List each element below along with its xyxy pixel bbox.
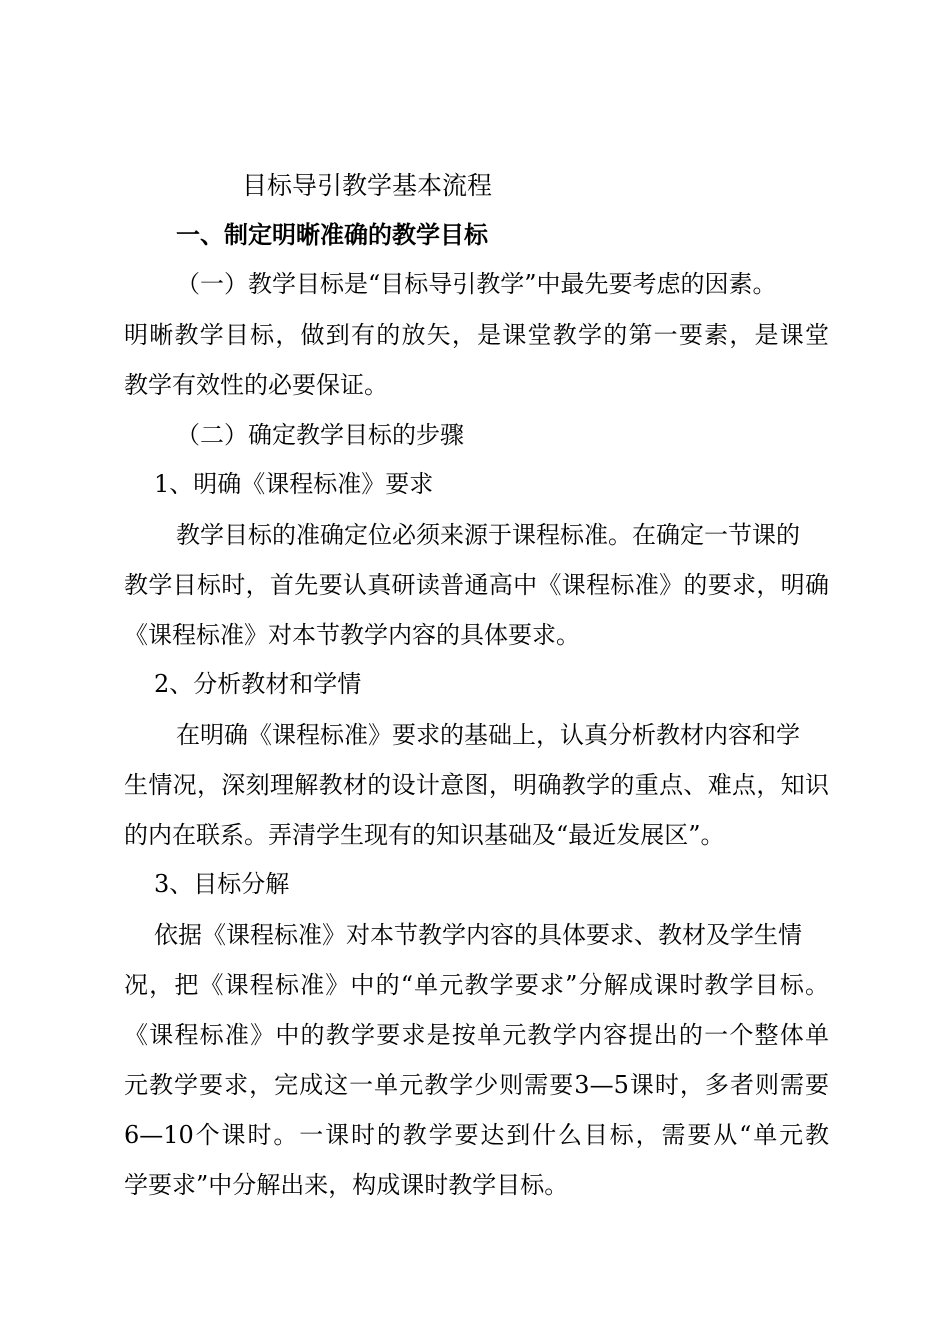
paragraph-line: 的内在联系。弄清学生现有的知识基础及“最近发展区”。 [124, 821, 725, 849]
paragraph-line: 教学目标时，首先要认真研读普通高中《课程标准》的要求，明确 [124, 571, 829, 599]
paragraph-line: 教学目标的准确定位必须来源于课程标准。在确定一节课的 [176, 521, 800, 549]
paragraph-line: 《课程标准》中的教学要求是按单元教学内容提出的一个整体单 [124, 1021, 829, 1049]
paragraph-line: 明晰教学目标，做到有的放矢，是课堂教学的第一要素，是课堂 [124, 321, 829, 349]
paragraph-line: 教学有效性的必要保证。 [124, 371, 388, 399]
paragraph-line: 依据《课程标准》对本节教学内容的具体要求、教材及学生情 [154, 921, 802, 949]
item-heading-1: 1、明确《课程标准》要求 [154, 470, 434, 498]
paragraph-line: 学要求”中分解出来，构成课时教学目标。 [124, 1171, 569, 1199]
section-heading-1: 一、制定明晰准确的教学目标 [176, 221, 488, 249]
document-title: 目标导引教学基本流程 [242, 171, 493, 200]
item-heading-3: 3、目标分解 [154, 870, 290, 898]
paragraph-line: 《课程标准》对本节教学内容的具体要求。 [124, 621, 580, 649]
paragraph-line: 6—10个课时。一课时的教学要达到什么目标，需要从“单元教 [124, 1121, 829, 1149]
item-heading-2: 2、分析教材和学情 [154, 670, 362, 698]
paragraph-line: 生情况，深刻理解教材的设计意图，明确教学的重点、难点，知识 [124, 771, 829, 799]
paragraph-line: 况，把《课程标准》中的“单元教学要求”分解成课时教学目标。 [124, 971, 829, 999]
paragraph-line: 元教学要求，完成这一单元教学少则需要3—5课时，多者则需要 [124, 1071, 829, 1099]
paragraph-line: 在明确《课程标准》要求的基础上，认真分析教材内容和学 [176, 721, 800, 749]
paragraph-line: （一）教学目标是“目标导引教学”中最先要考虑的因素。 [176, 270, 777, 298]
subsection-heading-2: （二）确定教学目标的步骤 [176, 421, 464, 449]
